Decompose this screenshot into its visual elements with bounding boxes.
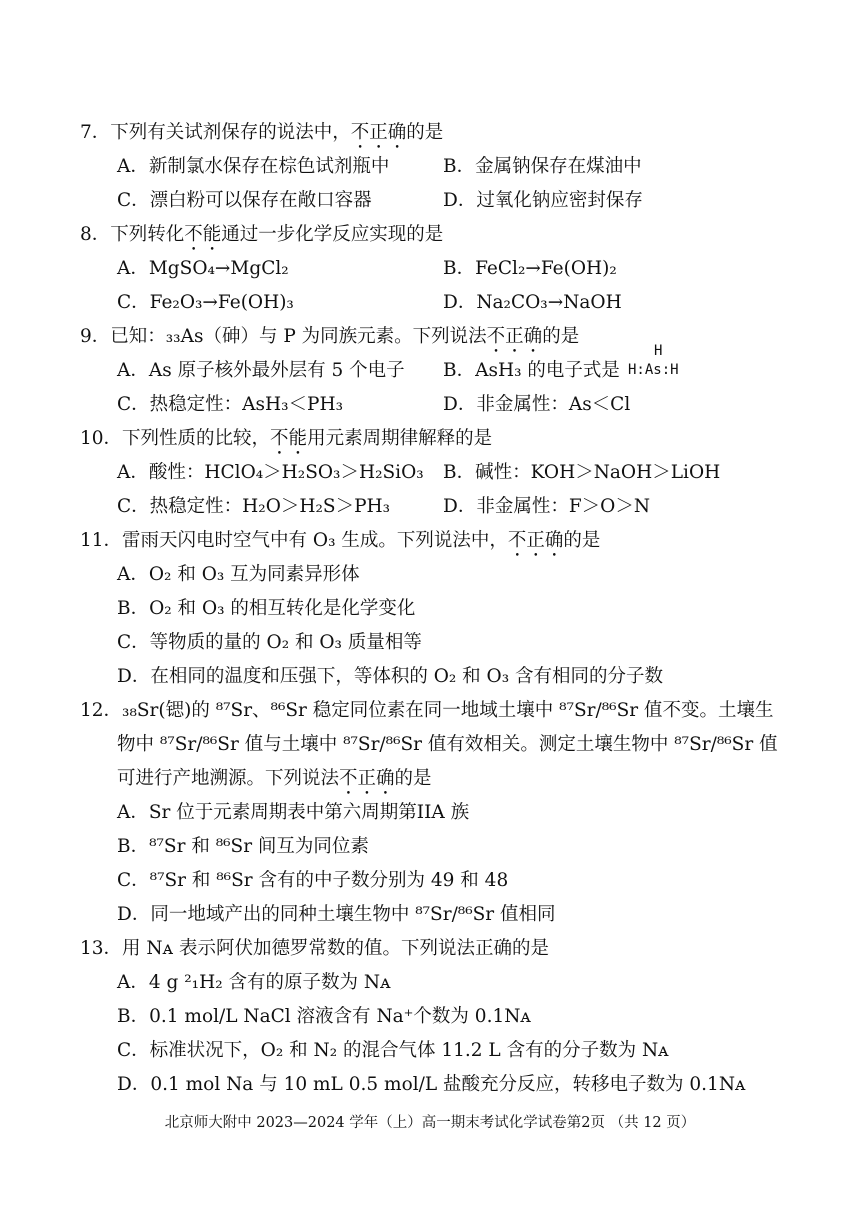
q9-option-b: B．AsH₃ 的电子式是 [443,360,620,381]
arsine-lewis-structure: H:As:H [628,362,679,378]
q9-option-d: D．非金属性：As＜Cl [443,394,631,415]
q8-option-c: C．Fe₂O₃→Fe(OH)₃ [117,292,294,313]
question-7-stem: 7．下列有关试剂保存的说法中，不正确的是 [80,122,444,143]
q8-option-d: D．Na₂CO₃→NaOH [443,292,622,313]
question-12-stem-line1: 12．₃₈Sr(锶)的 ⁸⁷Sr、⁸⁶Sr 稳定同位素在同一地域土壤中 ⁸⁷Sr/⁸⁶Sr 值不变。土壤生 [80,700,774,721]
question-9-stem: 9．已知：₃₃As（砷）与 P 为同族元素。下列说法不正确的是 [80,326,580,347]
q10-option-d: D．非金属性：F＞O＞N [443,496,651,517]
q13-option-b: B．0.1 mol/L NaCl 溶液含有 Na⁺个数为 0.1Nᴀ [117,1006,531,1027]
q10-option-b: B．碱性：KOH＞NaOH＞LiOH [443,462,721,483]
q12-option-a: A．Sr 位于元素周期表中第六周期第IIA 族 [117,802,470,823]
question-13-stem: 13．用 Nᴀ 表示阿伏加德罗常数的值。下列说法正确的是 [80,938,549,959]
q12-option-d: D．同一地域产出的同种土壤生物中 ⁸⁷Sr/⁸⁶Sr 值相同 [117,904,556,925]
question-8-stem: 8．下列转化不能通过一步化学反应实现的是 [80,224,444,245]
q13-option-c: C．标准状况下，O₂ 和 N₂ 的混合气体 11.2 L 含有的分子数为 Nᴀ [117,1040,669,1061]
q12-option-c: C．⁸⁷Sr 和 ⁸⁶Sr 含有的中子数分别为 49 和 48 [117,870,509,891]
q7-option-d: D．过氧化钠应密封保存 [443,190,643,211]
q10-option-c: C．热稳定性：H₂O＞H₂S＞PH₃ [117,496,391,517]
page-footer: 北京师大附中 2023—2024 学年（上）高一期末考试化学试卷第2页 （共 12 页） [164,1115,696,1131]
question-12-stem-line2: 物中 ⁸⁷Sr/⁸⁶Sr 值与土壤中 ⁸⁷Sr/⁸⁶Sr 值有效相关。测定土壤生物中 ⁸⁷Sr/⁸⁶Sr 值 [117,734,778,755]
q9-option-c: C．热稳定性：AsH₃＜PH₃ [117,394,344,415]
q10-option-a: A．酸性：HClO₄＞H₂SO₃＞H₂SiO₃ [117,462,424,483]
question-10-stem: 10．下列性质的比较，不能用元素周期律解释的是 [80,428,493,449]
q9-option-a: A．As 原子核外最外层有 5 个电子 [117,360,405,381]
q11-option-b: B．O₂ 和 O₃ 的相互转化是化学变化 [117,598,416,619]
q12-option-b: B．⁸⁷Sr 和 ⁸⁶Sr 间互为同位素 [117,836,369,857]
arsine-lewis-top: H [654,343,663,359]
q8-option-a: A．MgSO₄→MgCl₂ [117,258,289,279]
q11-option-d: D．在相同的温度和压强下，等体积的 O₂ 和 O₃ 含有相同的分子数 [117,666,664,687]
q7-option-a: A．新制氯水保存在棕色试剂瓶中 [117,156,390,177]
question-12-stem-line3: 可进行产地溯源。下列说法不正确的是 [117,768,432,789]
q8-option-b: B．FeCl₂→Fe(OH)₂ [443,258,617,279]
q11-option-c: C．等物质的量的 O₂ 和 O₃ 质量相等 [117,632,422,653]
q11-option-a: A．O₂ 和 O₃ 互为同素异形体 [117,564,360,585]
q13-option-a: A．4 g ²₁H₂ 含有的原子数为 Nᴀ [117,972,391,993]
q13-option-d: D．0.1 mol Na 与 10 mL 0.5 mol/L 盐酸充分反应，转移电子数为 0.1Nᴀ [117,1074,746,1095]
question-11-stem: 11．雷雨天闪电时空气中有 O₃ 生成。下列说法中，不正确的是 [80,530,601,551]
q7-option-c: C．漂白粉可以保存在敞口容器 [117,190,372,211]
q7-option-b: B．金属钠保存在煤油中 [443,156,642,177]
